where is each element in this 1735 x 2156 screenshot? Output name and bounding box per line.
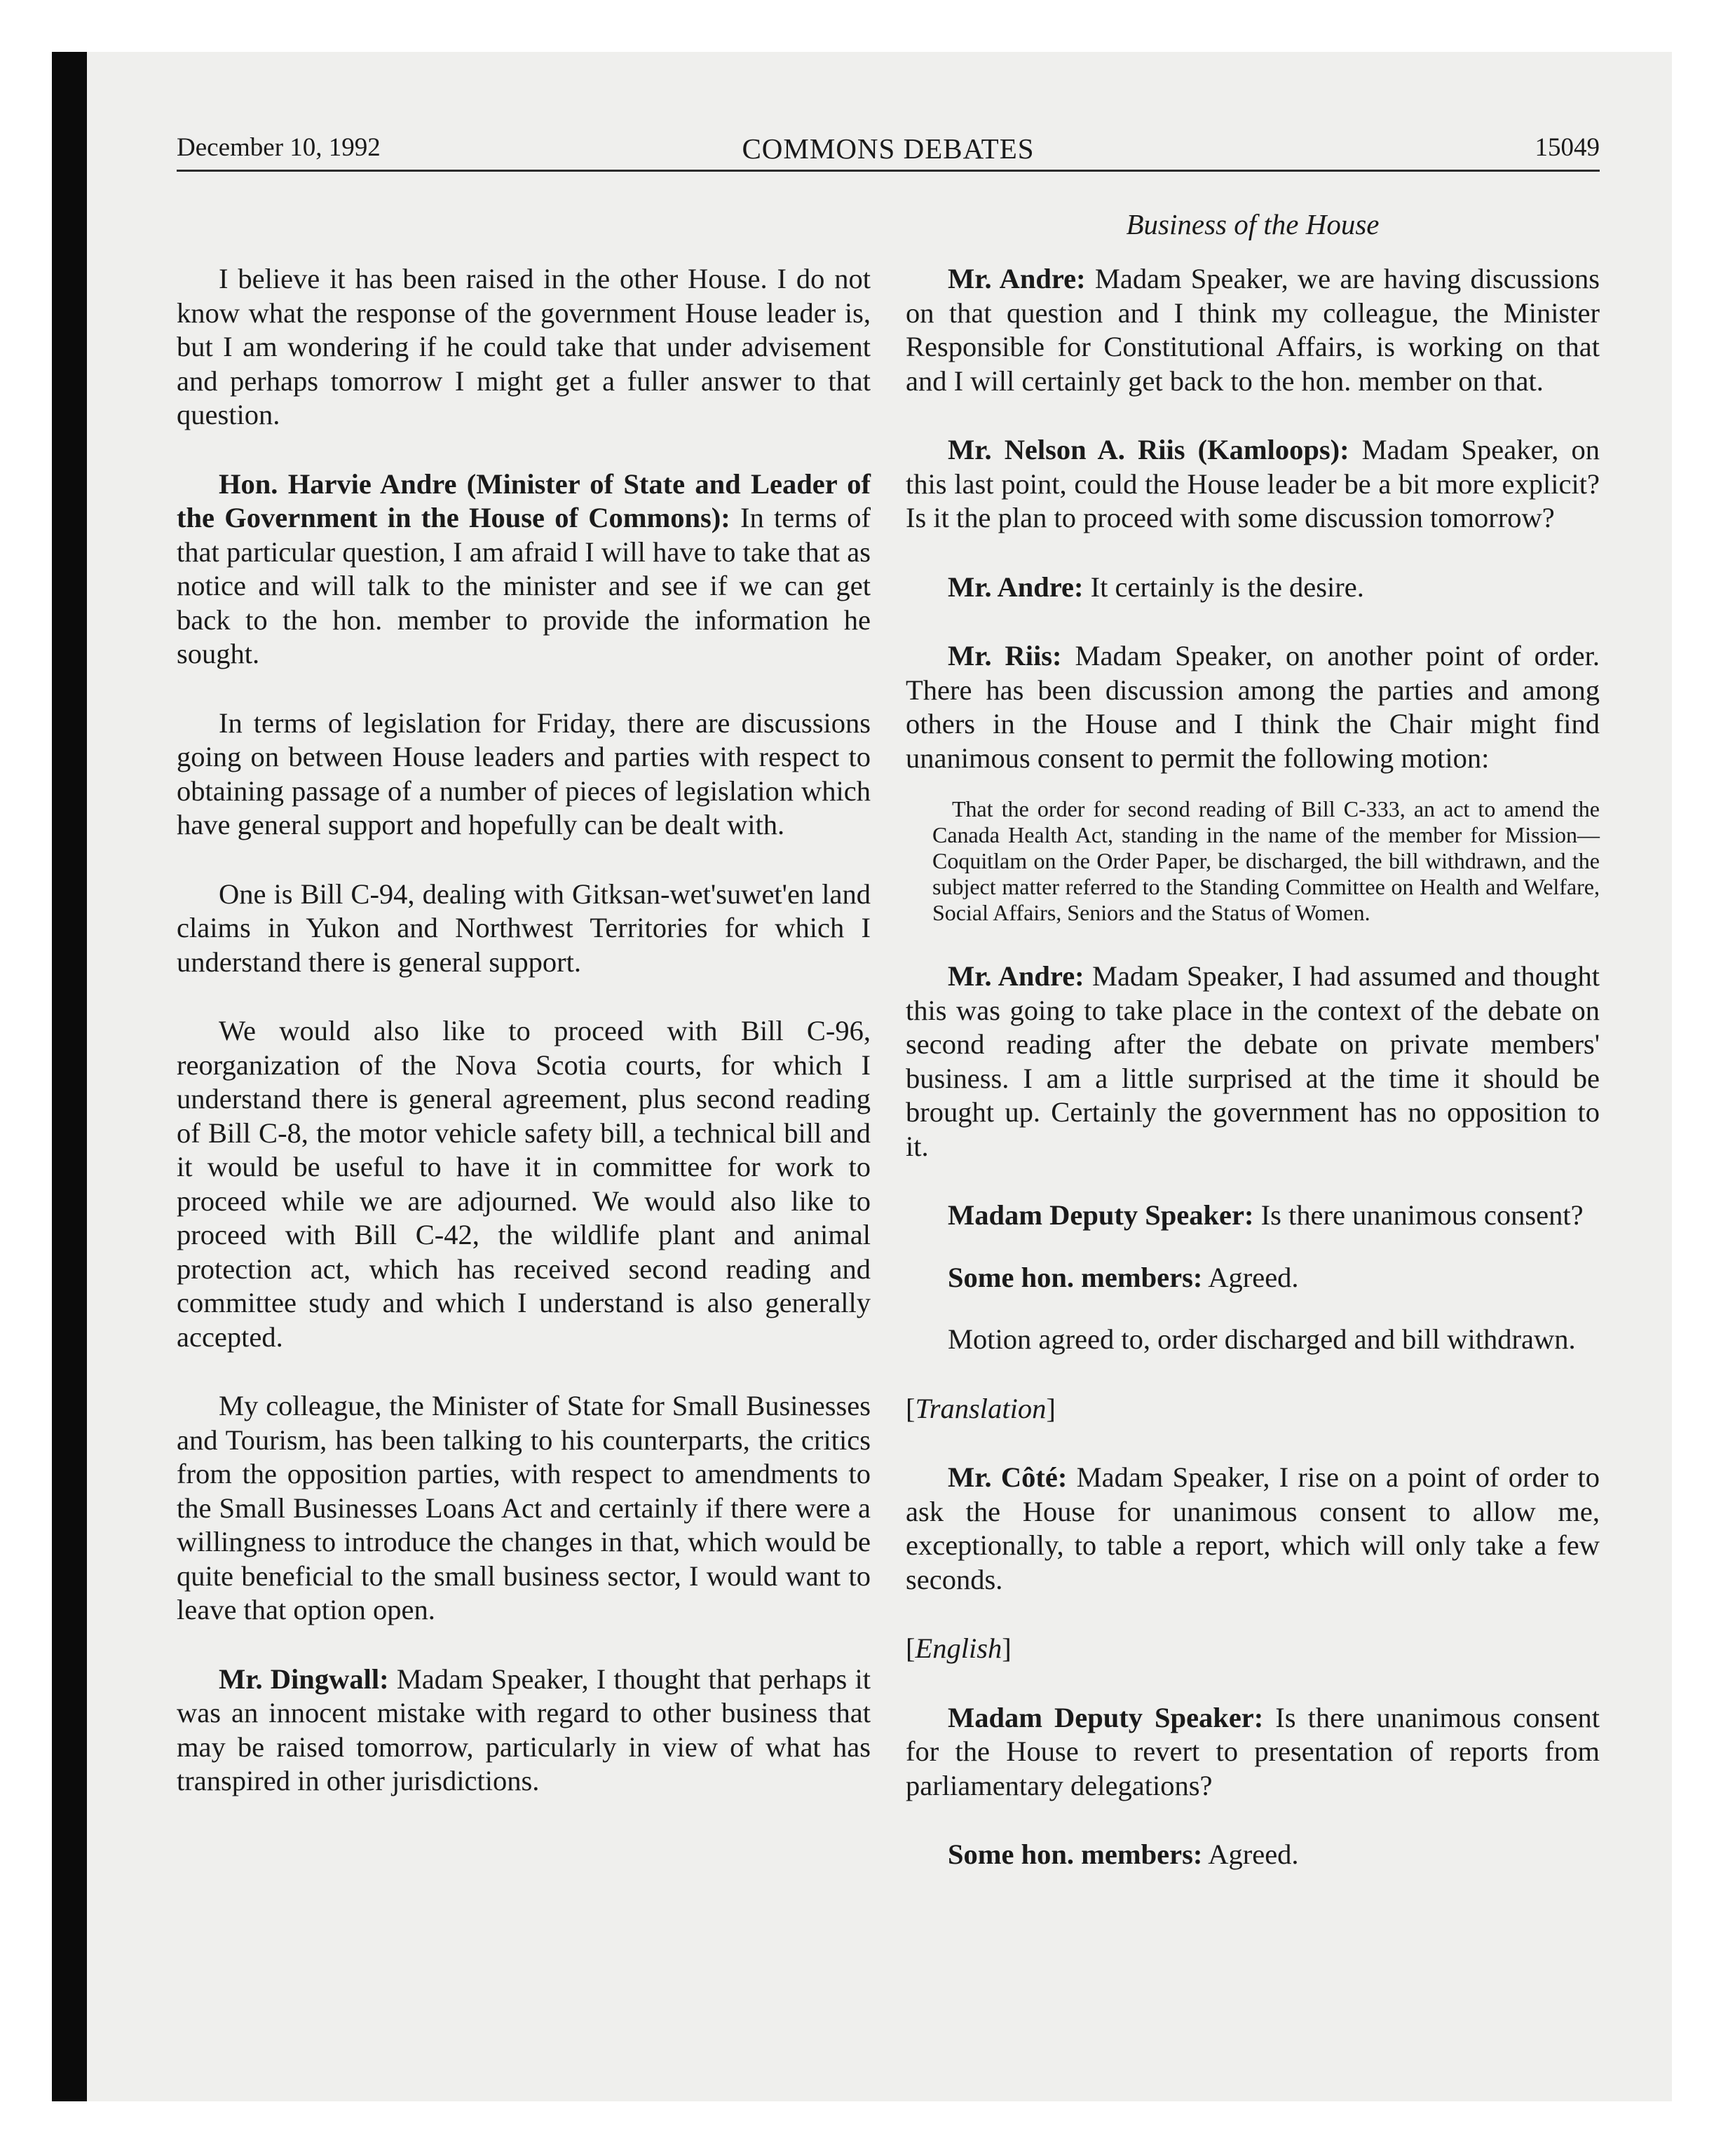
paragraph xyxy=(177,262,871,432)
paragraph-text: My colleague, the Minister of State for Small Businesses and Tourism, has been talking to his counterparts, the critics from the opposition parties, with respect to amendments to the Small Businesses Loans Act and certainly if there were a willingness to introduce the changes in that, which would be quite beneficial to the small business sector, I would want to leave that option open. xyxy=(177,1390,871,1625)
english-tag-word: English xyxy=(915,1632,1002,1664)
speaker-name: Hon. Harvie Andre (Minister of State and Leader of the Government in the House of Commons): xyxy=(177,468,871,533)
speech-text: Agreed. xyxy=(1202,1261,1299,1293)
speech-text: Is there unanimous consent? xyxy=(1253,1199,1584,1231)
speech-paragraph xyxy=(177,468,871,671)
speech-paragraph xyxy=(906,1261,1600,1295)
translation-tag-word: Translation xyxy=(915,1392,1047,1424)
paragraph xyxy=(177,1389,871,1628)
speaker-name: Mr. Andre: xyxy=(948,960,1084,992)
speech-text: Madam Speaker, I rise on a point of order to ask the House for unanimous consent to allow me, exceptionally, to table a report, which will only take a few seconds. xyxy=(906,1461,1600,1595)
speaker-name: Some hon. members: xyxy=(948,1838,1203,1870)
speech-paragraph xyxy=(906,571,1600,605)
bracket-open: [ xyxy=(906,1632,916,1664)
paragraph xyxy=(906,1323,1600,1357)
bracket-close: ] xyxy=(1002,1632,1012,1664)
speaker-name: Some hon. members: xyxy=(948,1261,1203,1293)
speech-paragraph xyxy=(177,1663,871,1799)
speech-text: Madam Speaker, on another point of order. There has been discussion among the parties and among others in the House and I think the Chair might find unanimous consent to permit the following motion: xyxy=(906,640,1600,774)
speech-paragraph xyxy=(906,1199,1600,1233)
speaker-name: Mr. Andre: xyxy=(948,571,1084,603)
speech-text: Madam Speaker, I thought that perhaps it was an innocent mistake with regard to other business that may be raised tomorrow, particularly in view of what has transpired in other jurisdictions. xyxy=(177,1663,871,1796)
paragraph xyxy=(177,1014,871,1354)
speech-text: In terms of that particular question, I am afraid I will have to take that as notice and will talk to the minister and see if we can get back to the hon. member to provide the information he sought. xyxy=(177,502,871,669)
speech-paragraph xyxy=(906,433,1600,535)
speech-paragraph xyxy=(906,960,1600,1164)
paragraph-text: One is Bill C-94, dealing with Gitksan-wet'suwet'en land claims in Yukon and Northwest Territories for which I understand there is general support. xyxy=(177,878,871,978)
speech-text: Is there unanimous consent for the House to revert to presentation of reports from parliamentary delegations? xyxy=(906,1701,1600,1801)
paragraph-text: I believe it has been raised in the other House. I do not know what the response of the government House leader is, but I am wondering if he could take that under advisement and perhaps tomorrow I might get a fuller answer to that question. xyxy=(177,263,871,430)
english-tag xyxy=(906,1632,1600,1666)
left-column xyxy=(177,262,871,1834)
speaker-name: Mr. Riis: xyxy=(948,640,1062,671)
speaker-name: Mr. Dingwall: xyxy=(219,1663,389,1695)
translation-tag xyxy=(906,1392,1600,1426)
speech-text: Agreed. xyxy=(1202,1838,1299,1870)
speech-text: Madam Speaker, we are having discussions on that question and I think my colleague, the Minister Responsible for Constitutional Affairs, is working on that and I will certainly get back to the hon. member on that. xyxy=(906,263,1600,397)
section-heading: Business of the House xyxy=(1126,208,1380,240)
bracket-open: [ xyxy=(906,1392,916,1424)
right-column xyxy=(906,262,1600,1907)
bracket-close: ] xyxy=(1046,1392,1056,1424)
speech-text: It certainly is the desire. xyxy=(1083,571,1364,603)
paragraph-text: Motion agreed to, order discharged and bill withdrawn. xyxy=(948,1323,1576,1355)
header-title: COMMONS DEBATES xyxy=(742,132,1035,165)
speaker-name: Madam Deputy Speaker: xyxy=(948,1199,1254,1231)
page-header xyxy=(177,130,1600,172)
speech-paragraph xyxy=(906,1701,1600,1803)
paragraph xyxy=(177,707,871,842)
paragraph-text: We would also like to proceed with Bill C-96, reorganization of the Nova Scotia courts, for which I understand there is general agreement, plus second reading of Bill C-8, the motor vehicle safety bill, a technical bill and it would be useful to have it in committee for work to proceed while we are adjourned. We would also like to proceed with Bill C-42, the wildlife plant and animal protection act, which has received second reading and committee study and which I understand is also generally accepted. xyxy=(177,1015,871,1353)
motion-quote xyxy=(906,796,1600,926)
speech-paragraph xyxy=(906,639,1600,775)
speaker-name: Madam Deputy Speaker: xyxy=(948,1701,1264,1733)
speech-paragraph xyxy=(906,1838,1600,1872)
speech-paragraph xyxy=(906,262,1600,398)
speaker-name: Mr. Andre: xyxy=(948,263,1086,294)
speech-text: Madam Speaker, on this last point, could the House leader be a bit more explicit? Is it the plan to proceed with some discussion tomorrow? xyxy=(906,434,1600,533)
speaker-name: Mr. Nelson A. Riis (Kamloops): xyxy=(948,434,1349,465)
motion-text: That the order for second reading of Bill C-333, an act to amend the Canada Health Act, standing in the name of the member for Mission—Coquitlam on the Order Paper, be discharged, the bill withdrawn, and the subject matter referred to the Standing Committee on Health and Welfare, Social Affairs, Seniors and the Status of Women. xyxy=(932,796,1600,925)
speaker-name: Mr. Côté: xyxy=(948,1461,1068,1493)
speech-paragraph xyxy=(906,1461,1600,1597)
paragraph-text: In terms of legislation for Friday, there are discussions going on between House leaders and parties with respect to obtaining passage of a number of pieces of legislation which have general support and hopefully can be dealt with. xyxy=(177,707,871,840)
scan-edge-bar xyxy=(52,52,87,2101)
header-date: December 10, 1992 xyxy=(177,133,381,162)
speech-text: Madam Speaker, I had assumed and thought this was going to take place in the context of the debate on second reading after the debate on private members' business. I am a little surprised at the time it should be brought up. Certainly the government has no opposition to it. xyxy=(906,960,1600,1162)
header-page-number: 15049 xyxy=(1535,133,1600,162)
paragraph xyxy=(177,878,871,980)
